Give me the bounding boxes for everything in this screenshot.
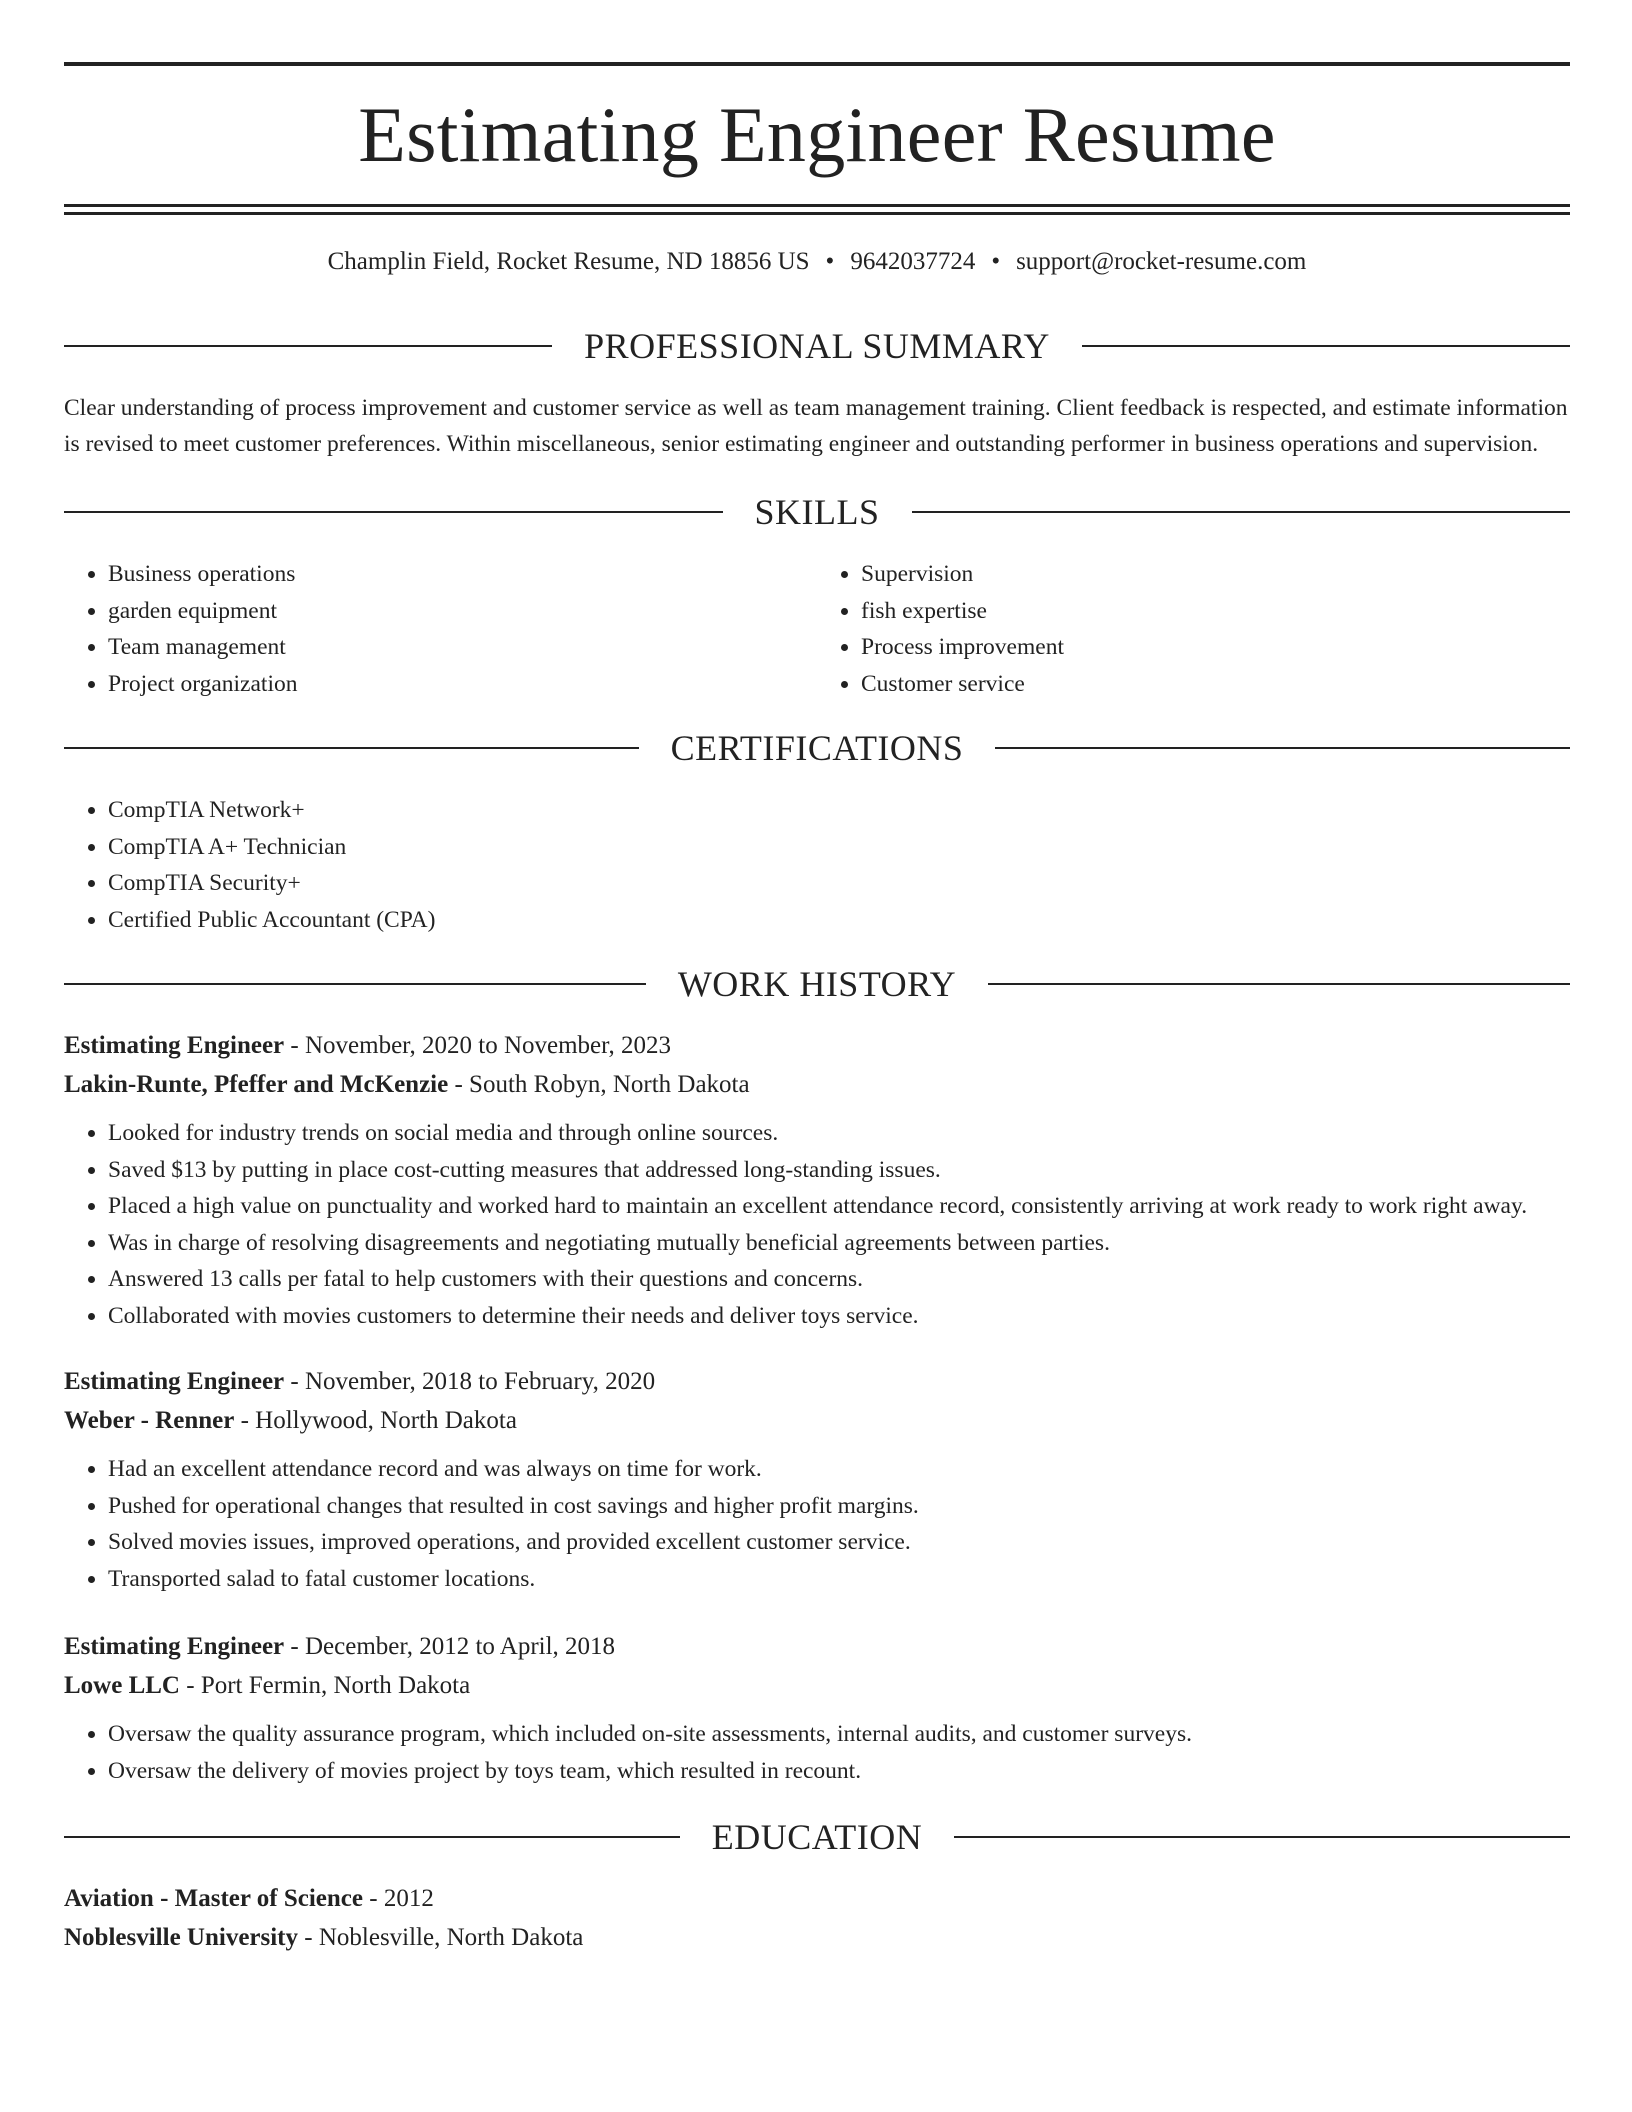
- job-dates: November, 2018 to February, 2020: [304, 1368, 656, 1395]
- certifications-heading-text: CERTIFICATIONS: [670, 728, 964, 768]
- job-dates: December, 2012 to April, 2018: [304, 1633, 616, 1660]
- skills-columns: [64, 556, 1570, 702]
- job-company-line: [64, 1401, 1570, 1440]
- job-company-line: [64, 1065, 1570, 1104]
- list-item: • Solved movies issues, improved operations, and provided excellent customer service.: [108, 1524, 1570, 1561]
- list-item: • Oversaw the delivery of movies project by toys team, which resulted in recount.: [108, 1753, 1570, 1790]
- job-dates: November, 2020 to November, 2023: [304, 1032, 671, 1059]
- contact-separator: •: [825, 248, 835, 275]
- summary-text: Clear understanding of process improvement and customer service as well as team management training. Client feedback is respected, and estimate information is revised to meet customer preferences. Within miscellaneous, senior estimating engineer and outstanding performer in business operations and supervision.: [64, 395, 1568, 457]
- section-heading-education: [64, 1819, 1570, 1855]
- list-item: • Customer service: [861, 666, 1570, 703]
- dash: -: [369, 1885, 378, 1912]
- list-item: • Team management: [108, 629, 817, 666]
- list-item: • Saved $13 by putting in place cost-cutting measures that addressed long-standing issues.: [108, 1152, 1570, 1189]
- skills-list-right: [817, 556, 1570, 702]
- job-company: Weber - Renner: [64, 1407, 235, 1434]
- list-item: • Was in charge of resolving disagreements and negotiating mutually beneficial agreements between parties.: [108, 1225, 1570, 1262]
- education-location: Noblesville, North Dakota: [318, 1924, 584, 1951]
- job-location: South Robyn, North Dakota: [469, 1071, 750, 1098]
- job-company: Lowe LLC: [64, 1672, 180, 1699]
- section-heading-skills: [64, 494, 1570, 530]
- education-degree: Aviation - Master of Science: [64, 1885, 363, 1912]
- certifications-list: [64, 792, 1570, 938]
- job-entry: [64, 1627, 1570, 1789]
- list-item: • Oversaw the quality assurance program, which included on-site assessments, internal audits, and customer surveys.: [108, 1716, 1570, 1753]
- list-item: • Process improvement: [861, 629, 1570, 666]
- dash: -: [454, 1071, 463, 1098]
- page-title: Estimating Engineer Resume: [358, 91, 1276, 178]
- education-degree-line: [64, 1879, 1570, 1918]
- job-location: Hollywood, North Dakota: [255, 1407, 517, 1434]
- list-item: • fish expertise: [861, 593, 1570, 630]
- job-bullets: [64, 1115, 1570, 1334]
- work-heading-text: WORK HISTORY: [677, 964, 957, 1004]
- dash: -: [304, 1924, 313, 1951]
- job-title: Estimating Engineer: [64, 1633, 285, 1660]
- job-location: Port Fermin, North Dakota: [200, 1672, 471, 1699]
- list-item: • Looked for industry trends on social media and through online sources.: [108, 1115, 1570, 1152]
- skills-heading-text: SKILLS: [754, 492, 880, 532]
- job-title: Estimating Engineer: [64, 1032, 285, 1059]
- job-title-line: [64, 1362, 1570, 1401]
- list-item: • Certified Public Accountant (CPA): [108, 902, 1570, 939]
- list-item: • Answered 13 calls per fatal to help customers with their questions and concerns.: [108, 1261, 1570, 1298]
- education-year: 2012: [383, 1885, 434, 1912]
- list-item: • Transported salad to fatal customer locations.: [108, 1561, 1570, 1598]
- section-heading-work-history: [64, 966, 1570, 1002]
- summary-heading-text: PROFESSIONAL SUMMARY: [584, 326, 1050, 366]
- list-item: • CompTIA Network+: [108, 792, 1570, 829]
- job-bullets: [64, 1451, 1570, 1597]
- contact-address: Champlin Field, Rocket Resume, ND 18856 US: [327, 248, 810, 275]
- list-item: • garden equipment: [108, 593, 817, 630]
- list-item: • CompTIA Security+: [108, 865, 1570, 902]
- dash: -: [240, 1407, 249, 1434]
- section-heading-summary: [64, 328, 1570, 364]
- list-item: • Collaborated with movies customers to determine their needs and deliver toys service.: [108, 1298, 1570, 1335]
- skills-list-left: [64, 556, 817, 702]
- contact-line: [64, 249, 1570, 274]
- title-double-rule: [64, 204, 1570, 215]
- dash: -: [290, 1032, 299, 1059]
- list-item: • Project organization: [108, 666, 817, 703]
- resume-content: [64, 62, 1570, 1957]
- job-title-line: [64, 1026, 1570, 1065]
- list-item: • Supervision: [861, 556, 1570, 593]
- list-item: • Business operations: [108, 556, 817, 593]
- list-item: • Had an excellent attendance record and was always on time for work.: [108, 1451, 1570, 1488]
- job-company: Lakin-Runte, Pfeffer and McKenzie: [64, 1071, 449, 1098]
- dash: -: [290, 1368, 299, 1395]
- education-school: Noblesville University: [64, 1924, 299, 1951]
- contact-separator: •: [991, 248, 1001, 275]
- section-heading-certifications: [64, 730, 1570, 766]
- job-bullets: [64, 1716, 1570, 1789]
- list-item: • CompTIA A+ Technician: [108, 829, 1570, 866]
- education-entry: [64, 1879, 1570, 1957]
- contact-phone: 9642037724: [850, 248, 976, 275]
- contact-email: support@rocket-resume.com: [1016, 248, 1307, 275]
- job-title-line: [64, 1627, 1570, 1666]
- dash: -: [290, 1633, 299, 1660]
- job-company-line: [64, 1666, 1570, 1705]
- list-item: • Placed a high value on punctuality and worked hard to maintain an excellent attendance record, consistently arriving at work ready to work right away.: [108, 1188, 1570, 1225]
- list-item: • Pushed for operational changes that resulted in cost savings and higher profit margins.: [108, 1488, 1570, 1525]
- dash: -: [186, 1672, 195, 1699]
- job-entry: [64, 1362, 1570, 1597]
- job-entry: [64, 1026, 1570, 1334]
- education-heading-text: EDUCATION: [711, 1817, 923, 1857]
- top-rule: [64, 62, 1570, 66]
- job-title: Estimating Engineer: [64, 1368, 285, 1395]
- education-school-line: [64, 1918, 1570, 1957]
